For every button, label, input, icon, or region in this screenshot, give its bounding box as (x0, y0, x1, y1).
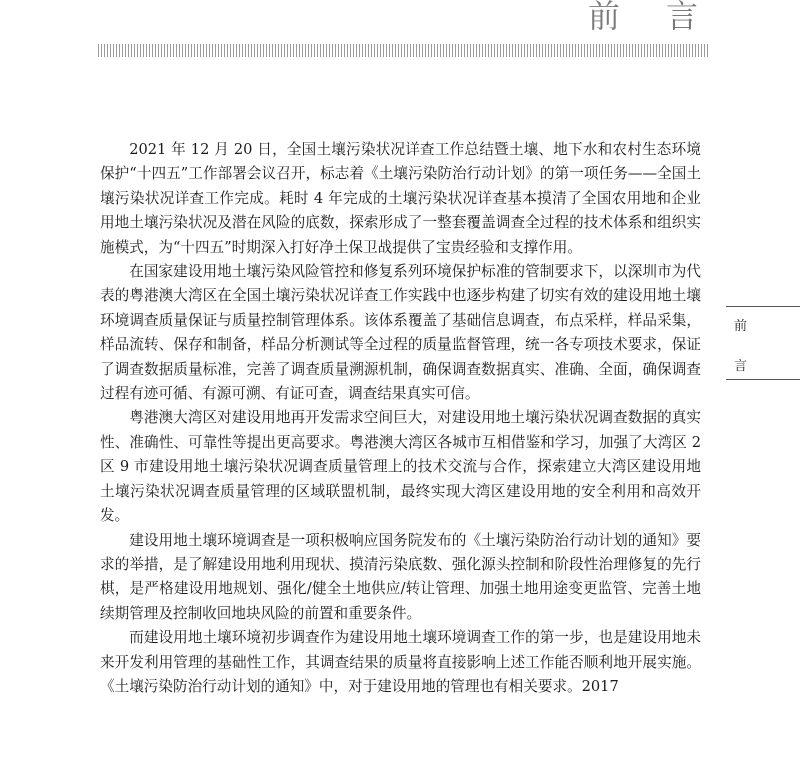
body-text (100, 138, 701, 699)
header-rule (98, 44, 708, 57)
paragraph: 而建设用地土壤环境初步调查作为建设用地土壤环境调查工作的第一步，也是建设用地未来开发利用管理的基础性工作，其调查结果的质量将直接影响上述工作能否顺利地开展实施。《土壤污染防治行动计划的通知》中，对于建设用地的管理也有相关要求。2017 (100, 629, 701, 695)
side-tab-char: 言 (734, 359, 748, 374)
paragraph: 粤港澳大湾区对建设用地再开发需求空间巨大，对建设用地土壤污染状况调查数据的真实性、准确性、可靠性等提出更高要求。粤港澳大湾区各城市互相借鉴和学习，加强了大湾区 2 区 9 市建设用地土壤污染状况调查质量管理上的技术交流与合作，探索建立大湾区建设用地土壤污染状况调查质量管理的区域联盟机制，最终实现大湾区建设用地的安全利用和高效开发。 (100, 409, 701, 525)
page-title: 前言 (587, 0, 744, 35)
paragraph: 在国家建设用地土壤污染风险管控和修复系列环境保护标准的管制要求下，以深圳市为代表的粤港澳大湾区在全国土壤污染状况详查工作实践中也逐步构建了切实有效的建设用地土壤环境调查质量保证与质量控制管理体系。该体系覆盖了基础信息调查，布点采样，样品采集，样品流转、保存和制备，样品分析测试等全过程的质量监督管理，统一各专项技术要求，保证了调查数据质量标准，完善了调查质量溯源机制，确保调查数据真实、准确、全面，确保调查过程有迹可循、有源可溯、有证可查，调查结果真实可信。 (100, 263, 701, 403)
chapter-side-tab (726, 306, 800, 380)
paragraph: 建设用地土壤环境调查是一项积极响应国务院发布的《土壤污染防治行动计划的通知》要求的举措，是了解建设用地利用现状、摸清污染底数、强化源头控制和阶段性治理修复的先行棋，是严格建设用地规划、强化/健全土地供应/转让管理、加强土地用途变更监管、完善土地续期管理及控制收回地块风险的前置和重要条件。 (100, 531, 701, 622)
paragraph: 2021 年 12 月 20 日，全国土壤污染状况详查工作总结暨土壤、地下水和农村生态环境保护“十四五”工作部署会议召开，标志着《土壤污染防治行动计划》的第一项任务——全国土壤污染状况详查工作完成。耗时 4 年完成的土壤污染状况详查基本摸清了全国农用地和企业用地土壤污染状况及潜在风险的底数，探索形成了一整套覆盖调查全过程的技术体系和组织实施模式，为“十四五”时期深入打好净土保卫战提供了宝贵经验和支撑作用。 (100, 141, 701, 256)
side-tab-char: 前 (734, 319, 748, 334)
